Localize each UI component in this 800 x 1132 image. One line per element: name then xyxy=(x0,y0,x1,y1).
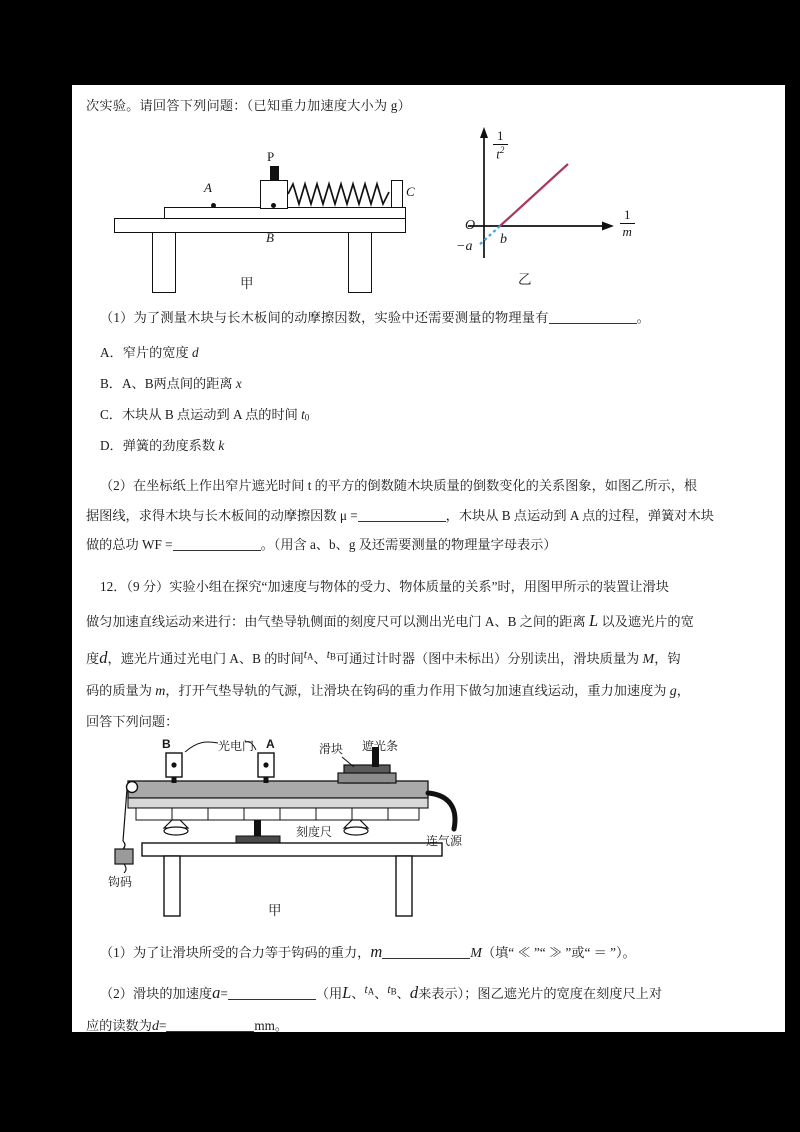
question12-line1: 12．（9 分）实验小组在探究“加速度与物体的受力、物体质量的关系”时，用图甲所示的装置让滑块 xyxy=(100,578,669,594)
label-air-source: 连气源 xyxy=(426,834,463,849)
option-c[interactable]: C．木块从 B 点运动到 A 点的时间 t0 xyxy=(100,406,310,423)
question12-item2-line1: （2）滑块的加速度a= （用L、tA、tB、d来表示）；图乙遮光片的宽度在刻度尺上对 xyxy=(100,983,663,1003)
symbol-tB: tB xyxy=(326,648,336,662)
symbol-tB2: tB xyxy=(387,984,397,997)
option-c-subscript: 0 xyxy=(304,412,310,423)
label-shade-bar: 遮光条 xyxy=(362,739,399,754)
option-b-symbol: x xyxy=(235,375,242,391)
answer-blank-work[interactable] xyxy=(173,550,261,551)
answer-blank-reading[interactable] xyxy=(166,1031,254,1032)
question11-item1-stem: （1）为了测量木块与长木板间的动摩擦因数，实验中还需要测量的物理量有 。 xyxy=(100,310,650,326)
question12-item1-line: （1）为了让滑块所受的合力等于钩码的重力，m M（填“ ≪ ”“ ≫ ”或“ ＝ ”）。 xyxy=(100,942,636,962)
symbol-m-compare: m xyxy=(370,942,383,962)
label-gate-b: B xyxy=(162,737,171,752)
symbol-m: m xyxy=(155,683,166,699)
symbol-d2: d xyxy=(409,983,419,1003)
symbol-g: g xyxy=(669,683,677,699)
question11-item2-line1: （2）在坐标纸上作出窄片遮光时间 t 的平方的倒数随木块质量的倒数变化的关系图象，如图乙所示，根 xyxy=(100,477,698,493)
question11-item2-line2: 据图线，求得木块与长木板间的动摩擦因数 μ = ，木块从 B 点运动到 A 点的过程，弹簧对木块 xyxy=(86,507,714,523)
option-d[interactable]: D．弹簧的劲度系数 k xyxy=(100,437,225,453)
symbol-a: a xyxy=(212,983,221,1003)
option-a[interactable]: A．窄片的宽度 d xyxy=(100,344,199,360)
question12-stem xyxy=(86,572,734,737)
spring-coil xyxy=(108,122,448,297)
symbol-M-compare: M xyxy=(470,946,482,962)
label-slider: 滑块 xyxy=(319,742,344,757)
option-b[interactable]: B．A、B两点间的距离 x xyxy=(100,375,242,391)
figures-row xyxy=(86,122,734,297)
question12-item1 xyxy=(86,933,734,970)
symbol-M: M xyxy=(642,651,655,667)
label-point-a: A xyxy=(204,180,212,196)
option-d-symbol: k xyxy=(218,437,225,453)
option-a-symbol: d xyxy=(191,344,199,360)
label-gate-a: A xyxy=(266,737,275,752)
answer-blank-acceleration[interactable] xyxy=(228,999,316,1000)
x-axis-denominator: m xyxy=(622,224,632,240)
question12-item2 xyxy=(86,974,734,1043)
symbol-tA2: tA xyxy=(364,984,375,997)
y-axis-denominator: $t^2$ xyxy=(496,145,505,162)
answer-blank-compare[interactable] xyxy=(382,958,470,959)
y-axis-numerator: 1 xyxy=(493,128,508,145)
x-intercept-label: b xyxy=(500,232,507,248)
option-c-symbol: t xyxy=(301,406,305,422)
symbol-tA: tA xyxy=(303,648,314,662)
y-intercept-label: −a xyxy=(456,239,473,255)
figure2-caption: 乙 xyxy=(518,272,532,288)
figure-graph xyxy=(448,122,658,297)
label-ruler: 刻度尺 xyxy=(296,825,333,840)
figure-air-track xyxy=(106,737,506,927)
question12-line4: 码的质量为 m，打开气垫导轨的气源，让滑块在钩码的重力作用下做匀加速直线运动，重力加速度为 g， xyxy=(86,682,690,699)
answer-blank-q11-1[interactable] xyxy=(549,323,637,324)
symbol-d3: d xyxy=(151,1019,159,1035)
origin-label: O xyxy=(465,218,476,234)
question12-item2-line2: 应的读数为d= mm。 xyxy=(86,1018,289,1035)
intro-line: 次实验。请回答下列问题：（已知重力加速度大小为 g） xyxy=(86,98,411,113)
question12-line2: 做匀加速直线运动来进行：由气垫导轨侧面的刻度尺可以测出光电门 A、B 之间的距离 L 以及遮光片的宽 xyxy=(86,610,694,630)
x-axis-label xyxy=(620,207,635,240)
figure3-caption: 甲 xyxy=(268,903,282,919)
document-page xyxy=(72,85,785,1035)
figure1-caption: 甲 xyxy=(240,276,254,292)
symbol-L: L xyxy=(588,610,599,630)
answer-blank-mu[interactable] xyxy=(358,521,446,522)
figure-board-spring xyxy=(108,122,448,297)
label-flag-p: P xyxy=(267,149,275,165)
question11-item2 xyxy=(86,471,734,560)
question12-line3: 度d，遮光片通过光电门 A、B 的时间tA、tB可通过计时器（图中未标出）分别读出，滑块质量为 M，钩 xyxy=(86,647,681,667)
question11-item1 xyxy=(86,307,734,460)
question11-item2-line3: 做的总功 WF = 。（用含 a、b、g 及还需要测量的物理量字母表示） xyxy=(86,537,557,553)
label-point-c: C xyxy=(406,184,415,200)
label-weight: 钩码 xyxy=(108,875,133,890)
page-content xyxy=(86,95,734,1043)
x-axis-numerator: 1 xyxy=(620,207,635,224)
symbol-L2: L xyxy=(342,983,352,1003)
graph-svg xyxy=(448,122,658,272)
label-photogate: 光电门 xyxy=(218,739,255,754)
symbol-d: d xyxy=(99,647,108,667)
question12-line5: 回答下列问题： xyxy=(86,714,179,730)
label-point-b: B xyxy=(266,230,274,246)
y-axis-label xyxy=(493,128,508,162)
